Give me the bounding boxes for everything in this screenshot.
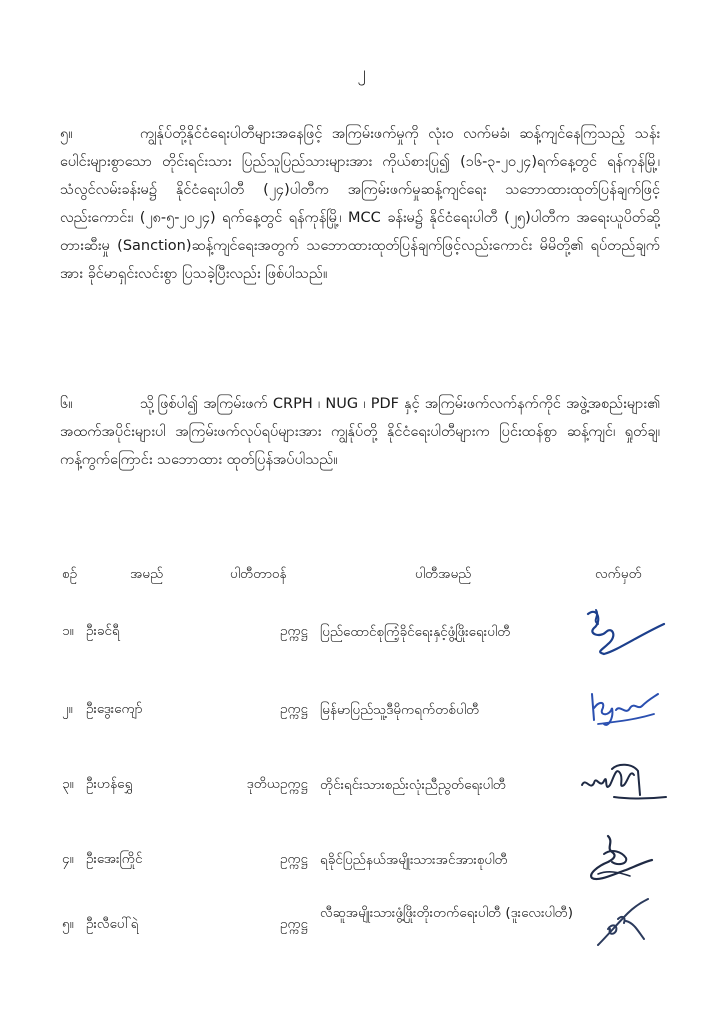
paragraph-text: သို့ဖြစ်ပါ၍ အကြမ်းဖက် CRPH ၊ NUG ၊ PDF နှင့် အကြမ်းဖက်လက်နက်ကိုင် အဖွဲ့အစည်းများ၏ အထက်အပိုင်းများပါ အကြမ်းဖက်လုပ်ရပ်များအား ကျွန်ုပ်တို့ နိုင်ငံရေးပါတီများက ပြင်းထန်စွာ ဆန့်ကျင်၊ ရှုတ်ချ၊ ကန့်ကွက်ကြောင်း သဘောထား ထုတ်ပြန်အပ်ပါသည်။ (60, 396, 660, 468)
signature-mark (578, 830, 668, 890)
row-party: ပြည်ထောင်စုကြံ့ခိုင်ရေးနှင့်ဖွံ့ဖြိုးရေးပါတီ (320, 624, 511, 640)
header-serial: စဉ် (62, 566, 78, 582)
row-party: တိုင်းရင်းသားစည်းလုံးညီညွတ်ရေးပါတီ (320, 777, 506, 793)
signature-mark (578, 680, 668, 740)
table-row (0, 830, 723, 890)
signatory-table-header (0, 565, 723, 589)
header-party-name: ပါတီအမည် (415, 566, 472, 582)
table-row (0, 895, 723, 955)
row-serial: ၅။ (62, 916, 74, 932)
paragraph-text: ကျွန်ုပ်တို့နိုင်ငံရေးပါတီများအနေဖြင့် အကြမ်းဖက်မှုကို လုံးဝ လက်မခံ၊ ဆန့်ကျင်နေကြသည့် သန်းပေါင်းများစွာသော တိုင်းရင်းသား ပြည်သူပြည်သားများအား ကိုယ်စားပြု၍ (၁၆-၃-၂၀၂၄)ရက်နေ့တွင် ရန်ကုန်မြို့၊ သံလွင်လမ်းခန်းမ၌ နိုင်ငံရေးပါတီ (၂၄)ပါတီက အကြမ်းဖက်မှုဆန့်ကျင်ရေး သဘောထားထုတ်ပြန်ချက်ဖြင့်လည်းကောင်း၊ (၂၈-၅-၂၀၂၄) ရက်နေ့တွင် ရန်ကုန်မြို့၊ MCC ခန်းမ၌ နိုင်ငံရေးပါတီ (၂၅)ပါတီက အရေးယူပိတ်ဆို့တားဆီးမှု (Sanction)ဆန့်ကျင်ရေးအတွက် သဘောထားထုတ်ပြန်ချက်ဖြင့်လည်းကောင်း မိမိတို့၏ ရပ်တည်ချက်အား ခိုင်မာရှင်းလင်းစွာ ပြသခဲ့ပြီးလည်း ဖြစ်ပါသည်။ (60, 126, 660, 282)
row-role: ဥက္ကဋ္ဌ (279, 623, 308, 639)
row-serial: ၃။ (62, 776, 74, 792)
signature-mark (578, 602, 668, 662)
row-name: ဦးအေးကြိုင် (86, 851, 143, 867)
row-name: ဦးခင်ရီ (86, 623, 120, 639)
header-name: အမည် (130, 566, 164, 582)
header-party-role: ပါတီတာဝန် (230, 566, 287, 582)
signature-mark (578, 755, 668, 815)
row-serial: ၄။ (62, 851, 74, 867)
row-role: ဥက္ကဋ္ဌ (279, 851, 308, 867)
row-party: လီဆူအမျိုးသားဖွံ့ဖြိုးတိုးတက်ရေးပါတီ (ဒူးလေးပါတီ) (320, 905, 573, 921)
paragraph-number: ၆။ (60, 396, 73, 412)
header-signature: လက်မှတ် (595, 566, 642, 582)
row-serial: ၁။ (62, 623, 74, 639)
row-name: ဦးဟန်ရွှေ (86, 776, 133, 792)
table-row (0, 680, 723, 740)
row-role: ဥက္ကဋ္ဌ (279, 916, 308, 932)
table-row (0, 755, 723, 815)
signature-stroke (588, 612, 664, 654)
paragraph-5 (60, 120, 660, 288)
paragraph-6 (60, 390, 660, 474)
row-serial: ၂။ (62, 701, 73, 717)
table-row (0, 602, 723, 662)
row-party: ရခိုင်ပြည်နယ်အမျိုးသားအင်အားစုပါတီ (320, 852, 508, 868)
row-party: မြန်မာပြည်သူ့ဒီမိုကရက်တစ်ပါတီ (320, 702, 480, 718)
row-role: ဒုတိယဥက္ကဋ္ဌ (246, 776, 308, 792)
paragraph-number: ၅။ (60, 126, 73, 142)
page-number: ၂ (357, 63, 366, 83)
row-name: ဦးဒွေးကျော် (86, 701, 143, 717)
row-role: ဥက္ကဋ္ဌ (279, 701, 308, 717)
signature-mark (578, 895, 668, 955)
row-name: ဦးလီပေါ်ရဲ (86, 916, 139, 932)
